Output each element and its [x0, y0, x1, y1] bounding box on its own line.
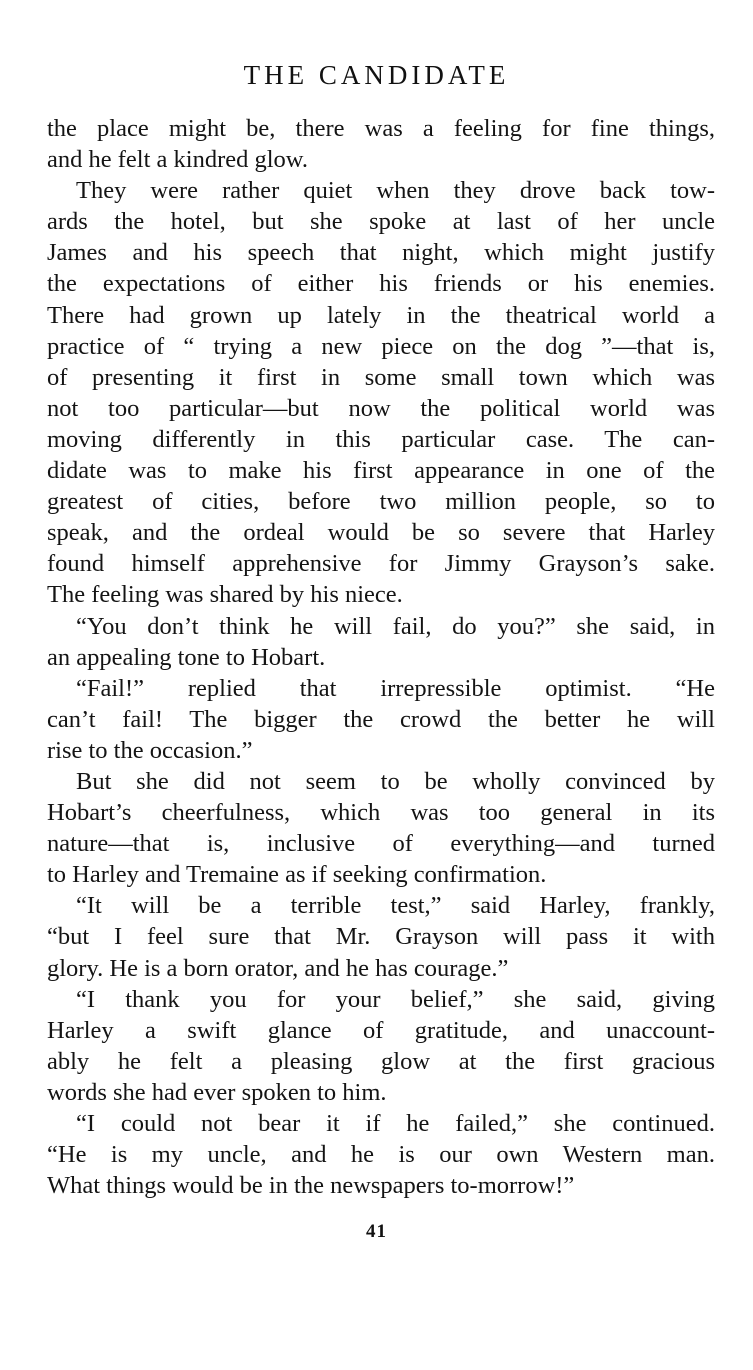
text-line: moving differently in this particular case. The can- [47, 425, 715, 453]
text-line: the place might be, there was a feeling for fine things, [47, 115, 715, 142]
paragraph [47, 984, 715, 1108]
text-line: words she had ever spoken to him. [47, 1078, 387, 1106]
text-line: not too particular—but now the political world was [47, 394, 715, 422]
text-line: James and his speech that night, which might justify [47, 239, 715, 267]
text-line: speak, and the ordeal would be so severe that Harley [47, 519, 715, 547]
text-line: didate was to make his first appearance in one of the [47, 457, 715, 485]
text-line: nature—that is, inclusive of everything—and turned [47, 830, 715, 858]
paragraph [47, 611, 715, 673]
text-line: They were rather quiet when they drove back tow- [76, 177, 715, 205]
text-line: “Fail!” replied that irrepressible optimist. “He [76, 674, 715, 702]
text-line: found himself apprehensive for Jimmy Grayson’s sake. [47, 550, 715, 578]
text-line: “but I feel sure that Mr. Grayson will pass it with [47, 923, 715, 951]
text-line: Hobart’s cheerfulness, which was too general in its [47, 799, 715, 827]
text-line: and he felt a kindred glow. [47, 146, 309, 174]
text-line: the expectations of either his friends or his enemies. [47, 270, 715, 298]
text-line: an appealing tone to Hobart. [47, 643, 326, 671]
text-line: ards the hotel, but she spoke at last of her uncle [47, 208, 715, 236]
text-line: Harley a swift glance of gratitude, and unaccount- [47, 1016, 715, 1044]
paragraph [47, 890, 715, 983]
text-line: can’t fail! The bigger the crowd the better he will [47, 705, 715, 733]
paragraph [47, 113, 715, 175]
text-line: glory. He is a born orator, and he has courage.” [47, 954, 509, 982]
text-line: “I thank you for your belief,” she said, giving [76, 985, 715, 1013]
text-line: There had grown up lately in the theatrical world a [47, 301, 715, 329]
paragraph [47, 175, 715, 610]
paragraph [47, 673, 715, 766]
text-line: “It will be a terrible test,” said Harley, frankly, [76, 892, 715, 920]
text-line: to Harley and Tremaine as if seeking confirmation. [47, 861, 547, 889]
running-head: THE CANDIDATE [243, 60, 510, 90]
text-line: greatest of cities, before two million people, so to [47, 488, 715, 516]
text-line: “You don’t think he will fail, do you?” she said, in [76, 612, 715, 640]
text-line: ably he felt a pleasing glow at the first gracious [47, 1047, 715, 1075]
text-line: The feeling was shared by his niece. [47, 581, 403, 609]
text-line: “He is my uncle, and he is our own Western man. [47, 1141, 715, 1169]
paragraph [47, 1108, 715, 1201]
text-line: rise to the occasion.” [47, 736, 253, 764]
text-line: practice of “ trying a new piece on the dog ”—that is, [47, 332, 715, 360]
paragraph [47, 766, 715, 890]
text-line: But she did not seem to be wholly convinced by [76, 767, 715, 795]
body-text [47, 113, 715, 1201]
page-number: 41 [366, 1221, 387, 1242]
text-line: of presenting it first in some small town which was [47, 363, 715, 391]
text-line: “I could not bear it if he failed,” she continued. [76, 1110, 715, 1137]
text-line: What things would be in the newspapers to-morrow!” [47, 1172, 575, 1200]
